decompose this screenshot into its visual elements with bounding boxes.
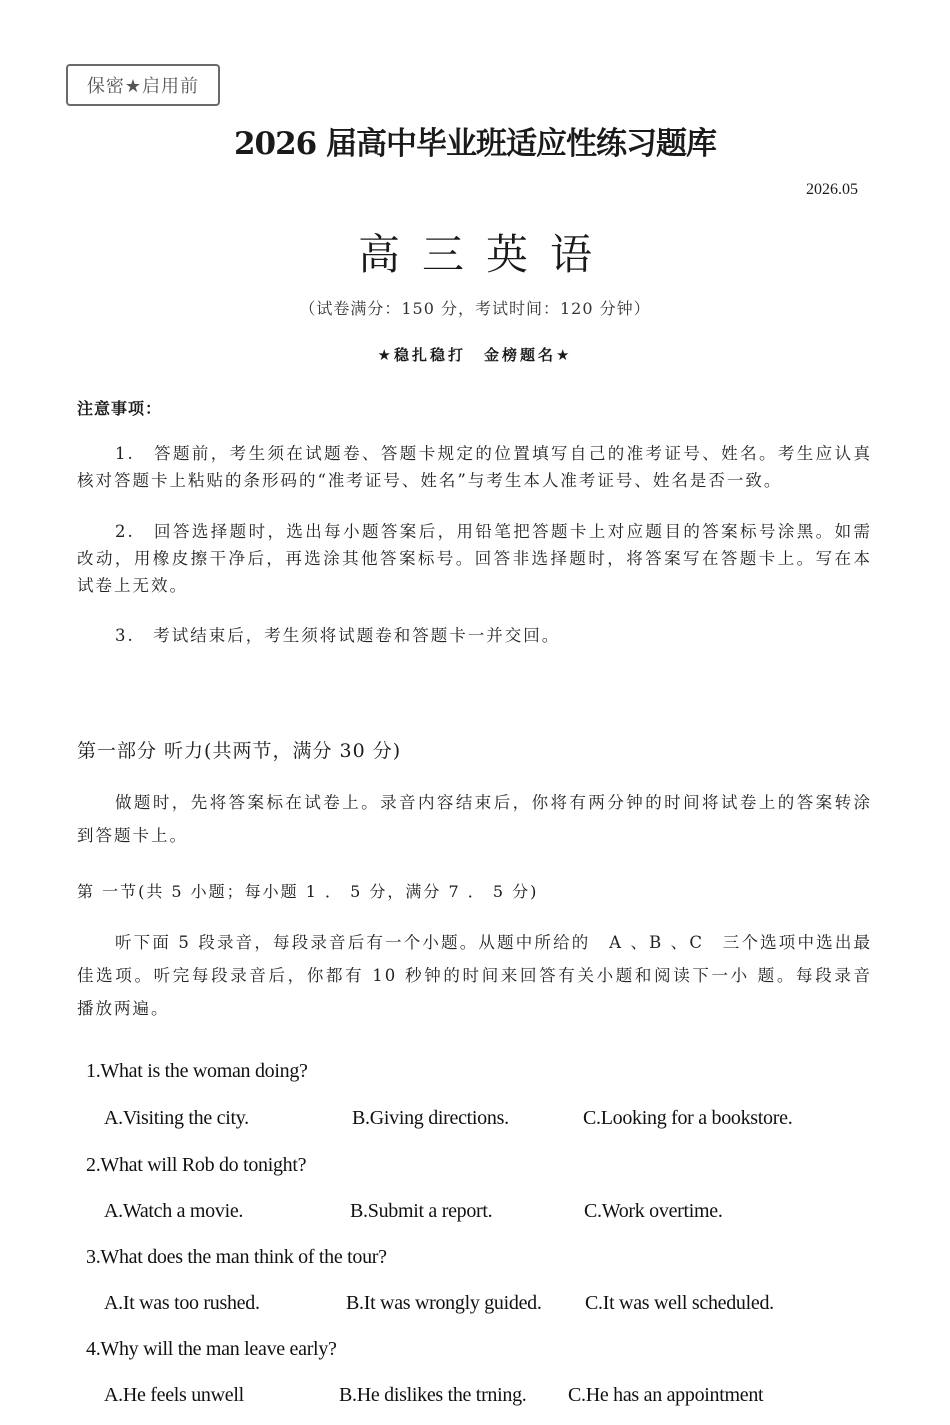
question-stem: 3.What does the man think of the tour? bbox=[86, 1246, 387, 1268]
exam-title: 2026 届高中毕业班适应性练习题库 bbox=[233, 126, 717, 162]
option-b: B.He dislikes the trning. bbox=[339, 1384, 527, 1406]
option-a: A.He feels unwell bbox=[104, 1384, 244, 1406]
option-a: A.It was too rushed. bbox=[104, 1292, 260, 1314]
option-b: B.It was wrongly guided. bbox=[346, 1292, 542, 1314]
notice-item: 3. 考试结束后，考生须将试题卷和答题卡一并交回。 bbox=[115, 626, 561, 645]
notice-item: 2. 回答选择题时，选出每小题答案后，用铅笔把答题卡上对应题目的答案标号涂黑。如需改动，用橡皮擦干净后，再选涂其他答案标号。回答非选择题时，将答案写在答题卡上。写在本试卷上无效。 bbox=[77, 522, 872, 595]
exam-date: 2026.05 bbox=[806, 181, 858, 198]
confidential-stamp: 保密★启用前 bbox=[66, 64, 220, 106]
part1-intro: 做题时，先将答案标在试卷上。录音内容结束后，你将有两分钟的时间将试卷上的答案转涂到答题卡上。 bbox=[77, 793, 872, 845]
option-c: C.It was well scheduled. bbox=[585, 1292, 774, 1314]
option-c: C.Looking for a bookstore. bbox=[583, 1107, 793, 1129]
option-b: B.Giving directions. bbox=[352, 1107, 509, 1129]
subject-title: 高三英语 bbox=[357, 230, 614, 279]
exam-info: （试卷满分：150 分，考试时间：120 分钟） bbox=[299, 299, 651, 318]
question-stem: 2.What will Rob do tonight? bbox=[86, 1154, 307, 1176]
option-a: A.Visiting the city. bbox=[104, 1107, 249, 1129]
notice-item: 1. 答题前，考生须在试题卷、答题卡规定的位置填写自己的准考证号、姓名。考生应认真核对答题卡上粘贴的条形码的“准考证号、姓名”与考生本人准考证号、姓名是否一致。 bbox=[77, 444, 872, 490]
option-b: B.Submit a report. bbox=[350, 1200, 493, 1222]
question-stem: 4.Why will the man leave early? bbox=[86, 1338, 337, 1360]
question-stem: 1.What is the woman doing? bbox=[86, 1060, 308, 1082]
option-a: A.Watch a movie. bbox=[104, 1200, 244, 1222]
part1-heading: 第一部分 听力(共两节，满分 30 分) bbox=[77, 740, 402, 762]
option-c: C.Work overtime. bbox=[584, 1200, 723, 1222]
section1-heading: 第 一节(共 5 小题；每小题 1 ． 5 分，满分 7 ． 5 分) bbox=[77, 882, 539, 901]
section1-intro: 听下面 5 段录音，每段录音后有一个小题。从题中所给的 A 、B 、C 三个选项中选出最 佳选项。听完每段录音后，你都有 10 秒钟的时间来回答有关小题和阅读下一小 题。每段录音 播放两遍。 bbox=[77, 933, 891, 1018]
motto: ★稳扎稳打 金榜题名★ bbox=[377, 346, 573, 364]
option-c: C.He has an appointment bbox=[568, 1384, 764, 1406]
notice-heading: 注意事项： bbox=[77, 399, 163, 418]
